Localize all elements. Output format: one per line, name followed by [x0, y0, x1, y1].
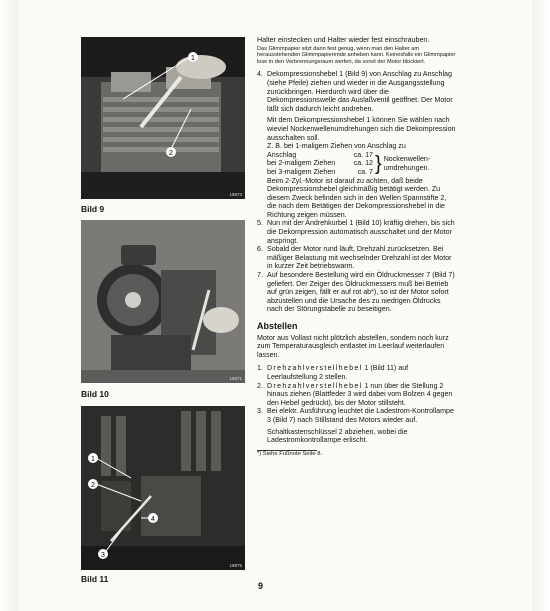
page-number: 9	[258, 581, 264, 591]
abstellen-step-1	[257, 364, 457, 381]
step-number: 2.	[257, 381, 263, 390]
figure-code: 16871	[229, 376, 242, 381]
step-text: Auf besondere Bestellung wird ein Öldruckmesser 7 (Bild 7) geliefert. Der Zeiger des Öldruckmessers muß bei Betrieb auf grün zeigen, fällt er auf rot ab*), so ist der Motor sofort abzustellen und die Ursache des zu niedrigen Öldrucks nach der Störungstabelle zu beseitigen.	[267, 271, 455, 314]
page-edge-left	[0, 0, 18, 611]
figure-10-caption: Bild 10	[81, 389, 109, 399]
figure-11-caption: Bild 11	[81, 574, 109, 584]
footnote: *) Siehe Fußnote Seite 8.	[257, 450, 323, 457]
svg-text:2: 2	[169, 150, 173, 157]
figure-9-photo	[81, 37, 245, 199]
intro-text: Halter einstecken und Halter wieder fest einschrauben.	[257, 36, 430, 44]
figure-11-photo	[81, 406, 245, 570]
svg-text:3: 3	[101, 552, 105, 559]
svg-text:2: 2	[91, 482, 95, 489]
step-4	[257, 70, 457, 219]
step-6	[257, 245, 457, 271]
table-label: bei 3-maligem Ziehen	[267, 167, 336, 176]
table-value: ca. 17	[353, 150, 373, 159]
brace-icon: }	[375, 152, 382, 175]
step-number: 6.	[257, 245, 263, 254]
step-number: 4.	[257, 70, 263, 79]
step-text: Bei elektr. Ausführung leuchtet die Ladestrom-Kontrollampe 3 (Bild 7) nach Stillstand des Motors wieder auf.	[267, 407, 454, 424]
abstellen-step-2	[257, 382, 457, 408]
step-4-text-4: Beim 2-Zyl.-Motor ist darauf zu achten, daß beide Dekompressionshebel gleichmäßig betätigt werden. Zu diesem Zweck befinden sich in den Wellen Spannstifte 2, die nach dem Betätigen der Dekompressionshebel in die Richtung zeigen müssen.	[267, 176, 447, 219]
page-edge-right	[532, 0, 550, 611]
figure-code: 18873	[229, 192, 242, 197]
figure-code: 18875	[229, 563, 242, 568]
table-note: Nockenwellen-umdrehungen.	[383, 155, 431, 172]
step-text: Sobald der Motor rund läuft, Drehzahl zurücksetzen. Bei mäßiger Belastung mit wechselnder Drehzahl ist der Motor in kurzer Zeit betriebswarm.	[267, 245, 452, 271]
step-text: 1 (Bild 11) auf Leerlaufstellung 2 stellen.	[267, 364, 409, 381]
step-number: 7.	[257, 271, 263, 280]
step-4-text-2: Mit dem Dekompressionshebel 1 können Sie wählen nach wieviel Nockenwellenumdrehungen sich die Dekompression ausschalten soll.	[267, 116, 456, 142]
figure-9-caption: Bild 9	[81, 204, 105, 214]
table-value: ca. 12	[353, 159, 373, 168]
figure-10-photo	[81, 220, 245, 383]
step-number: 5.	[257, 219, 263, 228]
abstellen-intro: Motor aus Vollast nicht plötzlich abstellen, sondern noch kurz zum Temperaturausgleich entlastet im Leerlauf weiterlaufen lassen.	[257, 333, 449, 359]
step-4-text: Dekompressionshebel 1 (Bild 9) von Anschlag zu Anschlag (siehe Pfeile) ziehen und wieder in die Ausgangsstellung zurückbringen. Hierdurch wird über die Dekompressionswelle das Auslaßventil geöffnet. Der Motor läßt sich dadurch leicht andrehen.	[267, 70, 453, 113]
abstellen-after: Schaltkastenschlüssel 2 abziehen, wobei die Ladestromkontrollampe erlischt.	[267, 427, 408, 445]
step-text: Nun mit der Andrehkurbel 1 (Bild 10) kräftig drehen, bis sich die Dekompression automatisch ausschaltet und der Motor anspringt.	[267, 219, 455, 245]
step-keyword: Drehzahlverstellhebel	[267, 364, 363, 373]
step-keyword: Drehzahlverstellhebel	[267, 381, 363, 390]
intro-fine-print: Das Glimmpapier sitzt dann fest genug, wenn man den Halter am herausstehenden Glimmpapierende anheben kann. Keinesfalls ein Glimmpapier lose in den Verbrennungsraum werfen, da sonst der Motor blockiert.	[257, 45, 456, 65]
table-label: bei 2-maligem Ziehen	[267, 159, 336, 168]
abstellen-step-3	[257, 407, 457, 444]
table-label: Anschlag	[267, 150, 297, 159]
step-7	[257, 271, 457, 314]
section-heading: Abstellen	[257, 321, 298, 331]
svg-text:4: 4	[151, 516, 155, 523]
step-text: 1 nun über die Stellung 2 hinaus ziehen (Blattfeder 3 wird dabei vom Bolzen 4 gegen den Hebel gedrückt), bis der Motor stillsteht.	[267, 381, 453, 407]
step-number: 3.	[257, 407, 263, 416]
step-4-text-3: Z. B. bei 1-maligem Ziehen von Anschlag zu	[267, 142, 406, 151]
text-column	[257, 36, 457, 458]
revolutions-table	[267, 151, 457, 177]
svg-text:1: 1	[91, 456, 95, 463]
step-number: 1.	[257, 364, 263, 373]
step-5	[257, 219, 457, 245]
table-value: ca. 7	[357, 167, 373, 176]
svg-text:1: 1	[191, 55, 195, 62]
